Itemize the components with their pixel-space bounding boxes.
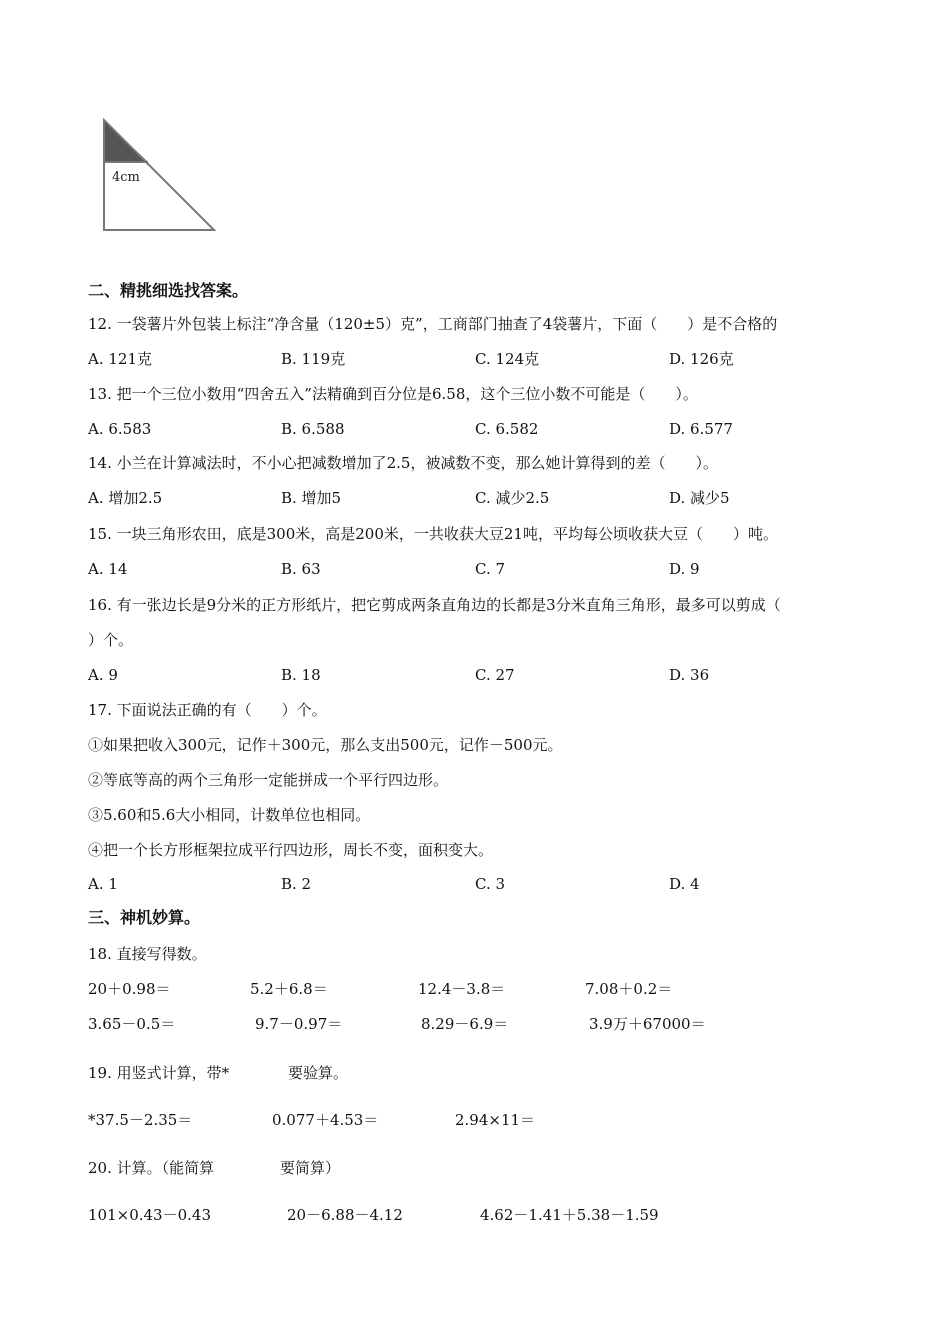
q20-text: 20. 计算。（能简算 [88, 1159, 215, 1177]
q19-text-cont: 要验算。 [288, 1064, 349, 1082]
q17-statement-3: ③5.60和5.6大小相同，计数单位也相同。 [88, 806, 371, 824]
q15-option-b[interactable]: B. 63 [281, 560, 321, 578]
q14-option-a[interactable]: A. 增加2.5 [88, 489, 163, 507]
triangle-figure [98, 114, 222, 238]
section3-heading: 三、神机妙算。 [88, 908, 201, 927]
q15-option-d[interactable]: D. 9 [669, 560, 700, 578]
q20-item: 4.62－1.41＋5.38－1.59 [480, 1206, 659, 1224]
q18-item: 9.7－0.97＝ [255, 1015, 343, 1033]
q14-option-c[interactable]: C. 减少2.5 [475, 489, 550, 507]
q17-option-d[interactable]: D. 4 [669, 875, 700, 893]
q16-option-d[interactable]: D. 36 [669, 666, 710, 684]
q17-statement-1: ①如果把收入300元，记作＋300元，那么支出500元，记作－500元。 [88, 736, 563, 754]
q12-option-b[interactable]: B. 119克 [281, 350, 346, 368]
q13-option-c[interactable]: C. 6.582 [475, 420, 539, 438]
q18-item: 3.9万＋67000＝ [589, 1015, 706, 1033]
q15-option-c[interactable]: C. 7 [475, 560, 506, 578]
q19-text: 19. 用竖式计算，带* [88, 1064, 230, 1082]
triangle-diagram [98, 114, 222, 238]
q19-item: 2.94×11＝ [455, 1111, 536, 1129]
q20-item: 101×0.43－0.43 [88, 1206, 211, 1224]
q13-text: 13. 把一个三位小数用“四舍五入”法精确到百分位是6.58，这个三位小数不可能是（ ）。 [88, 385, 698, 403]
q18-item: 20＋0.98＝ [88, 980, 171, 998]
q14-text: 14. 小兰在计算减法时，不小心把减数增加了2.5，被减数不变，那么她计算得到的差（ ）。 [88, 454, 718, 472]
q16-option-a[interactable]: A. 9 [88, 666, 118, 684]
q16-option-c[interactable]: C. 27 [475, 666, 515, 684]
q18-item: 5.2＋6.8＝ [250, 980, 328, 998]
q13-option-b[interactable]: B. 6.588 [281, 420, 345, 438]
q19-item: 0.077＋4.53＝ [272, 1111, 379, 1129]
q20-item: 20－6.88－4.12 [287, 1206, 403, 1224]
section2-heading: 二、精挑细选找答案。 [88, 281, 249, 300]
q19-item: *37.5－2.35＝ [88, 1111, 193, 1129]
q12-text: 12. 一袋薯片外包装上标注“净含量（120±5）克”，工商部门抽查了4袋薯片，下面（ ）是不合格的 [88, 315, 778, 333]
q17-text: 17. 下面说法正确的有（ ）个。 [88, 701, 327, 719]
q16-text: 16. 有一张边长是9分米的正方形纸片，把它剪成两条直角边的长都是3分米直角三角形，最多可以剪成（ [88, 596, 781, 614]
q18-item: 7.08＋0.2＝ [585, 980, 673, 998]
q13-option-a[interactable]: A. 6.583 [88, 420, 152, 438]
q17-option-a[interactable]: A. 1 [88, 875, 118, 893]
q18-text: 18. 直接写得数。 [88, 945, 207, 963]
q17-option-c[interactable]: C. 3 [475, 875, 506, 893]
q18-item: 8.29－6.9＝ [421, 1015, 509, 1033]
q18-item: 12.4－3.8＝ [418, 980, 506, 998]
q13-option-d[interactable]: D. 6.577 [669, 420, 733, 438]
q14-option-d[interactable]: D. 减少5 [669, 489, 730, 507]
q14-option-b[interactable]: B. 增加5 [281, 489, 342, 507]
q15-text: 15. 一块三角形农田，底是300米，高是200米，一共收获大豆21吨，平均每公顷收获大豆（ ）吨。 [88, 525, 778, 543]
q12-option-c[interactable]: C. 124克 [475, 350, 540, 368]
q16-option-b[interactable]: B. 18 [281, 666, 321, 684]
q12-option-d[interactable]: D. 126克 [669, 350, 734, 368]
q15-option-a[interactable]: A. 14 [88, 560, 128, 578]
q17-option-b[interactable]: B. 2 [281, 875, 312, 893]
q16-text-cont: ）个。 [88, 631, 134, 649]
q20-text-cont: 要简算） [280, 1159, 341, 1177]
q12-option-a[interactable]: A. 121克 [88, 350, 152, 368]
q18-item: 3.65－0.5＝ [88, 1015, 176, 1033]
figure-label: 4cm [112, 170, 140, 185]
q17-statement-2: ②等底等高的两个三角形一定能拼成一个平行四边形。 [88, 771, 449, 789]
q17-statement-4: ④把一个长方形框架拉成平行四边形，周长不变，面积变大。 [88, 841, 494, 859]
